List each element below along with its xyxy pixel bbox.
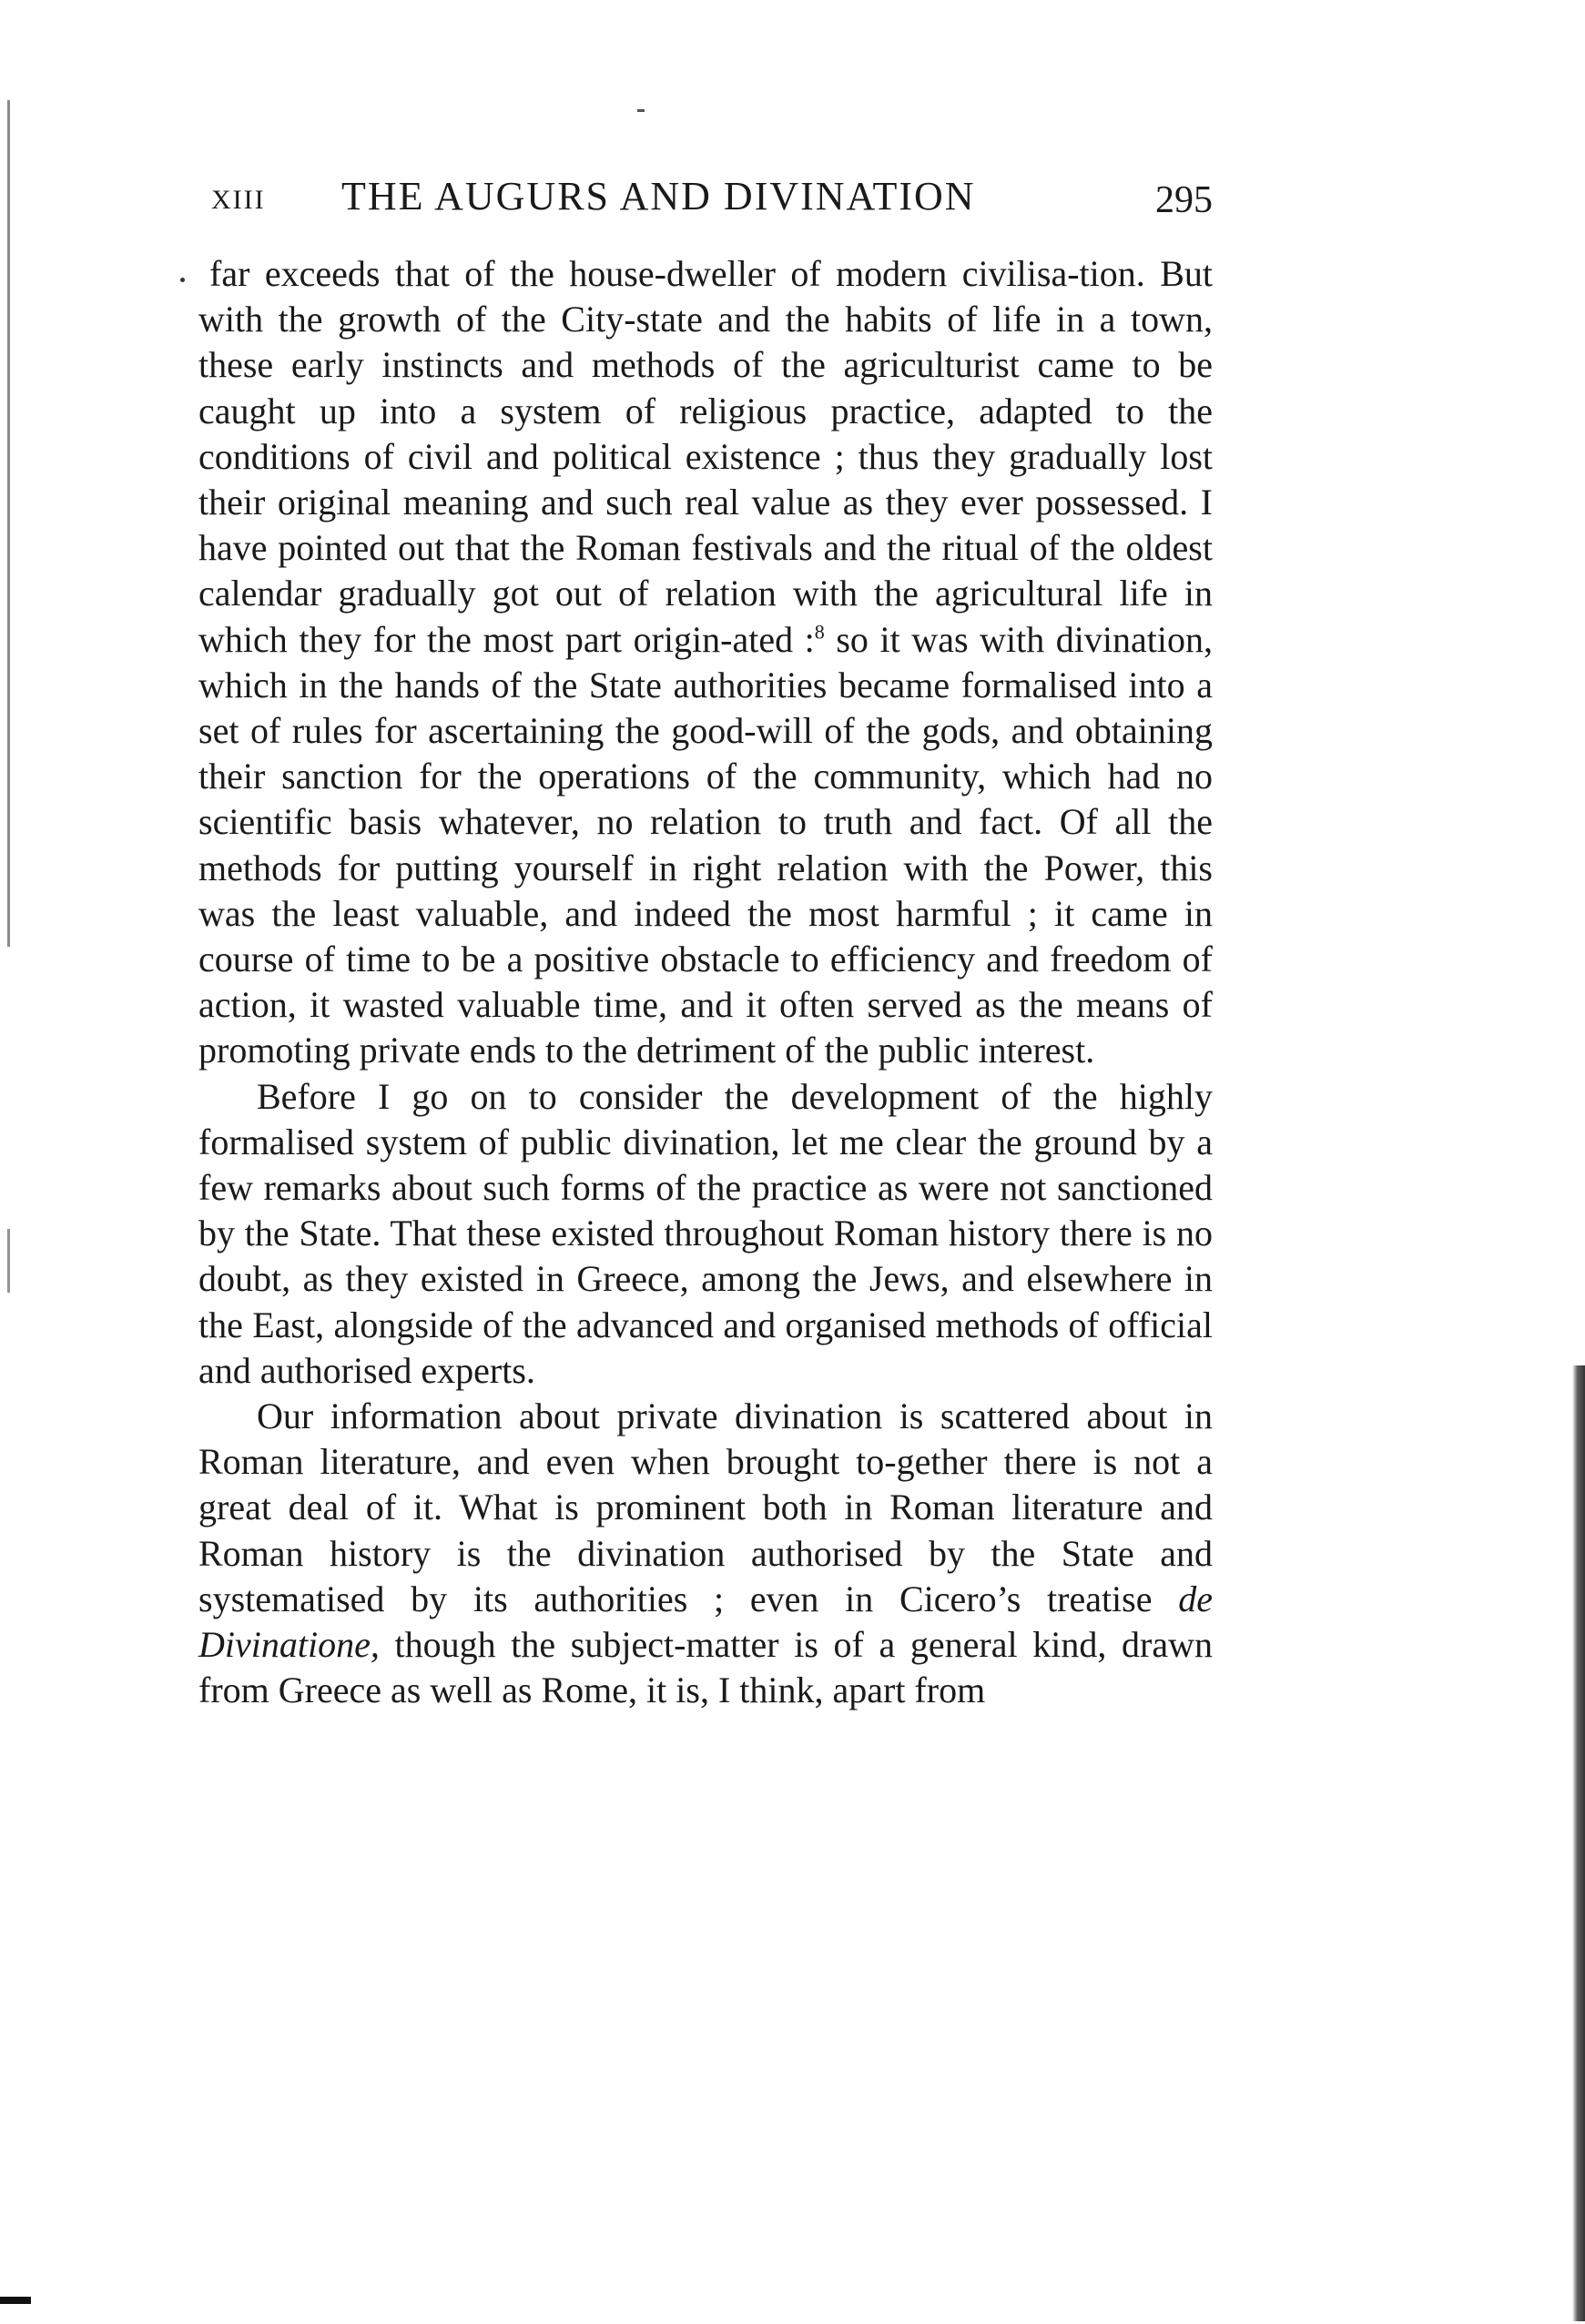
paragraph-1 [198, 251, 1213, 1074]
body-text [198, 251, 1213, 1714]
chapter-number: XIII [211, 185, 266, 215]
paragraph-3-text: Our information about private divination is scattered about in Roman literature, and even when brought to-gether there is not a great deal of it. What is prominent both in Roman literature and Roman history is the divination authorised by the State and systematised by its authorities ; even in Cicero’s treatise [198, 1395, 1213, 1619]
paragraph-3 [198, 1394, 1213, 1713]
scan-edge-left-lower [7, 1229, 10, 1293]
scan-corner-mark [0, 2297, 31, 2304]
scan-edge-right [1572, 1365, 1585, 2321]
paragraph-2: Before I go on to consider the development of the highly formalised system of public divination, let me clear the ground by a few remarks about such forms of the practice as were not sanctioned by the State. That these existed throughout Roman history there is no doubt, as they existed in Greece, among the Jews, and elsewhere in the East, alongside of the advanced and organised methods of official and authorised experts. [198, 1075, 1213, 1391]
footnote-reference: 8 [814, 620, 825, 644]
paragraph-1-text-cont: so it was with divination, which in the hands of the State authorities became formalised into a set of rules for ascertaining the good-will of the gods, and obtaining their sanction for the operations of the community, which had no scientific basis whatever, no relation to truth and fact. Of all the methods for putting yourself in right relation with the Power, this was the least valuable, and indeed the most harmful ; it came in course of time to be a positive obstacle to efficiency and freedom of action, it wasted valuable time, and it often served as the means of promoting private ends to the detriment of the public interest. [198, 618, 1213, 1071]
paragraph-1-text: far exceeds that of the house-dweller of modern civilisa-tion. But with the growth of the City-state and the habits of life in a town, these early instincts and methods of the agriculturist came to be caught up into a system of religious practice, adapted to the conditions of civil and political existence ; thus they gradually lost their original meaning and such real value as they ever possessed. I have pointed out that the Roman festivals and the ritual of the oldest calendar gradually got out of relation with the agricultural life in which they for the most part origin-ated : [198, 253, 1213, 660]
running-header [211, 169, 1213, 224]
paragraph-3-text-cont: though the subject-matter is of a general kind, drawn from Greece as well as Rome, it is, I think, apart from [198, 1624, 1213, 1711]
scan-speck [637, 109, 645, 112]
book-title-italic: de Divinatione, [198, 1578, 1213, 1666]
page-number: 295 [1155, 179, 1213, 221]
running-title: THE AUGURS AND DIVINATION [341, 174, 976, 218]
margin-dot [180, 278, 185, 282]
scan-edge-left [7, 100, 10, 947]
